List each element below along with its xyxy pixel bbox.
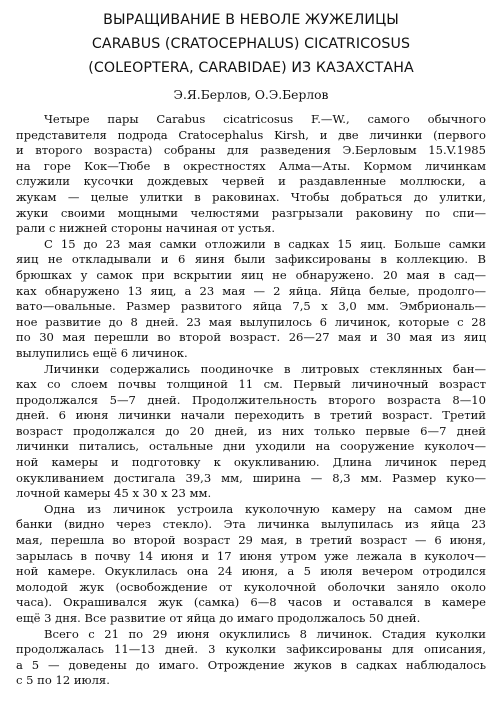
paragraph-line: а 5 — доведены до имаго. Отрождение жуков в садках наблюдалось (16, 657, 486, 672)
title-line-2: CARABUS (CRATOCEPHALUS) CICATRICOSUS (91, 36, 411, 52)
paragraph-line: ной камере. Окуклилась она 24 июня, а 5 июля вечером отродился (16, 564, 486, 579)
paragraph-line: ках со слоем почвы толщиной 11 см. Первый личиночный возраст (16, 377, 486, 392)
paragraph-line: яиц не откладывали и 6 яиня были зафиксированы в коллекцию. В (16, 252, 486, 267)
paragraph-line: дней. 6 июня личинки начали переходить в третий возраст. Третий (16, 408, 486, 423)
paragraph-line: банки (видно через стекло). Эта личинка вылупилась из яйца 23 (16, 517, 486, 532)
paragraph (16, 627, 486, 689)
paragraph-line: по 30 мая перешли во второй возраст. 26—27 мая и 30 мая из яиц (16, 330, 486, 345)
article-authors: Э.Я.Берлов, О.Э.Берлов (173, 88, 329, 102)
paragraph (16, 112, 486, 237)
paragraph-line: продолжалась 11—13 дней. 3 куколки зафиксированы для описания, (16, 642, 486, 657)
paragraph-line: служили кусочки дождевых червей и раздавленные моллюски, а (16, 174, 486, 189)
paragraph-line: представителя подрода Cratocephalus Kirsh, и две личинки (первого (16, 127, 486, 142)
paragraph-line: молодой жук (освобождение от куколочной оболочки заняло около (16, 579, 486, 594)
paragraph-line: Одна из личинок устроила куколочную камеру на самом дне (44, 501, 486, 516)
article-title (16, 8, 486, 80)
paragraph-line: ное развитие до 8 дней. 23 мая вылупилось 6 личинок, которые с 28 (16, 314, 486, 329)
paragraph-line: ещё 3 дня. Все развитие от яйца до имаго продолжалось 50 дней. (16, 611, 421, 625)
paragraph (16, 237, 486, 362)
paragraph-line: на горе Кок—Тюбе в окрестностях Алма—Аты. Кормом личинкам (16, 158, 486, 173)
paragraph-line: возраст продолжался до 20 дней, из них только первые 6—7 дней (16, 423, 486, 438)
paragraph-line: Четыре пары Carabus cicatricosus F.—W., самого обычного (44, 112, 486, 126)
paragraph-line: личинки питались, остальные дни уходили на сооружение куколоч— (16, 439, 486, 454)
paragraph-line: рали с нижней стороны начиная от устья. (16, 221, 276, 236)
paragraph-line: мая, перешла во второй возраст 29 мая, в третий возраст — 6 июня, (16, 533, 486, 548)
paragraph-line: ках обнаружено 13 яиц, а 23 мая — 2 яйца. Яйца белые, продолго— (16, 283, 486, 298)
paragraph-line: вылупились ещё 6 личинок. (16, 345, 188, 360)
paragraph-line: брюшках у самок при вскрытии яиц не обнаружено. 20 мая в сад— (16, 267, 486, 282)
paragraph-line: вато—овальные. Размер развитого яйца 7,5 х 3,0 мм. Эмбриональ— (16, 299, 486, 314)
paragraph (16, 362, 486, 502)
paragraph-line: с 5 по 12 июля. (16, 673, 110, 688)
paragraph-line: С 15 до 23 мая самки отложили в садках 15 яиц. Больше самки (44, 236, 486, 251)
paragraph-line: окукливанием достигала 39,3 мм, ширина — 8,3 мм. Размер куко— (16, 470, 486, 485)
paragraph-line: жуки своими мощными челюстями разгрызали раковину по спи— (16, 205, 486, 220)
paragraph-line: и второго возраста) собраны для разведения Э.Берловым 15.V.1985 (16, 143, 486, 158)
paragraph-line: зарылась в почву 14 июня и 17 июня утром уже лежала в куколоч— (16, 548, 486, 563)
paragraph (16, 502, 486, 627)
paragraph-line: продолжался 5—7 дней. Продолжительность второго возраста 8—10 (16, 392, 486, 407)
title-line-3: (COLEOPTERA, CARABIDAE) ИЗ КАЗАХСТАНА (88, 60, 414, 76)
article-body (16, 112, 486, 689)
title-line-1: ВЫРАЩИВАНИЕ В НЕВОЛЕ ЖУЖЕЛИЦЫ (103, 12, 399, 28)
paragraph-line: лочной камеры 45 х 30 х 23 мм. (16, 486, 212, 501)
paragraph-line: жукам — целые улитки в раковинах. Чтобы добраться до улитки, (16, 189, 486, 204)
paragraph-line: Личинки содержались поодиночке в литровых стеклянных бан— (44, 361, 486, 376)
paragraph-line: часа). Окрашивался жук (самка) 6—8 часов и оставался в камере (16, 595, 486, 610)
paragraph-line: Всего с 21 по 29 июня окуклились 8 личинок. Стадия куколки (44, 626, 486, 641)
paragraph-line: ной камеры и подготовку к окукливанию. Длина личинок перед (16, 455, 486, 470)
